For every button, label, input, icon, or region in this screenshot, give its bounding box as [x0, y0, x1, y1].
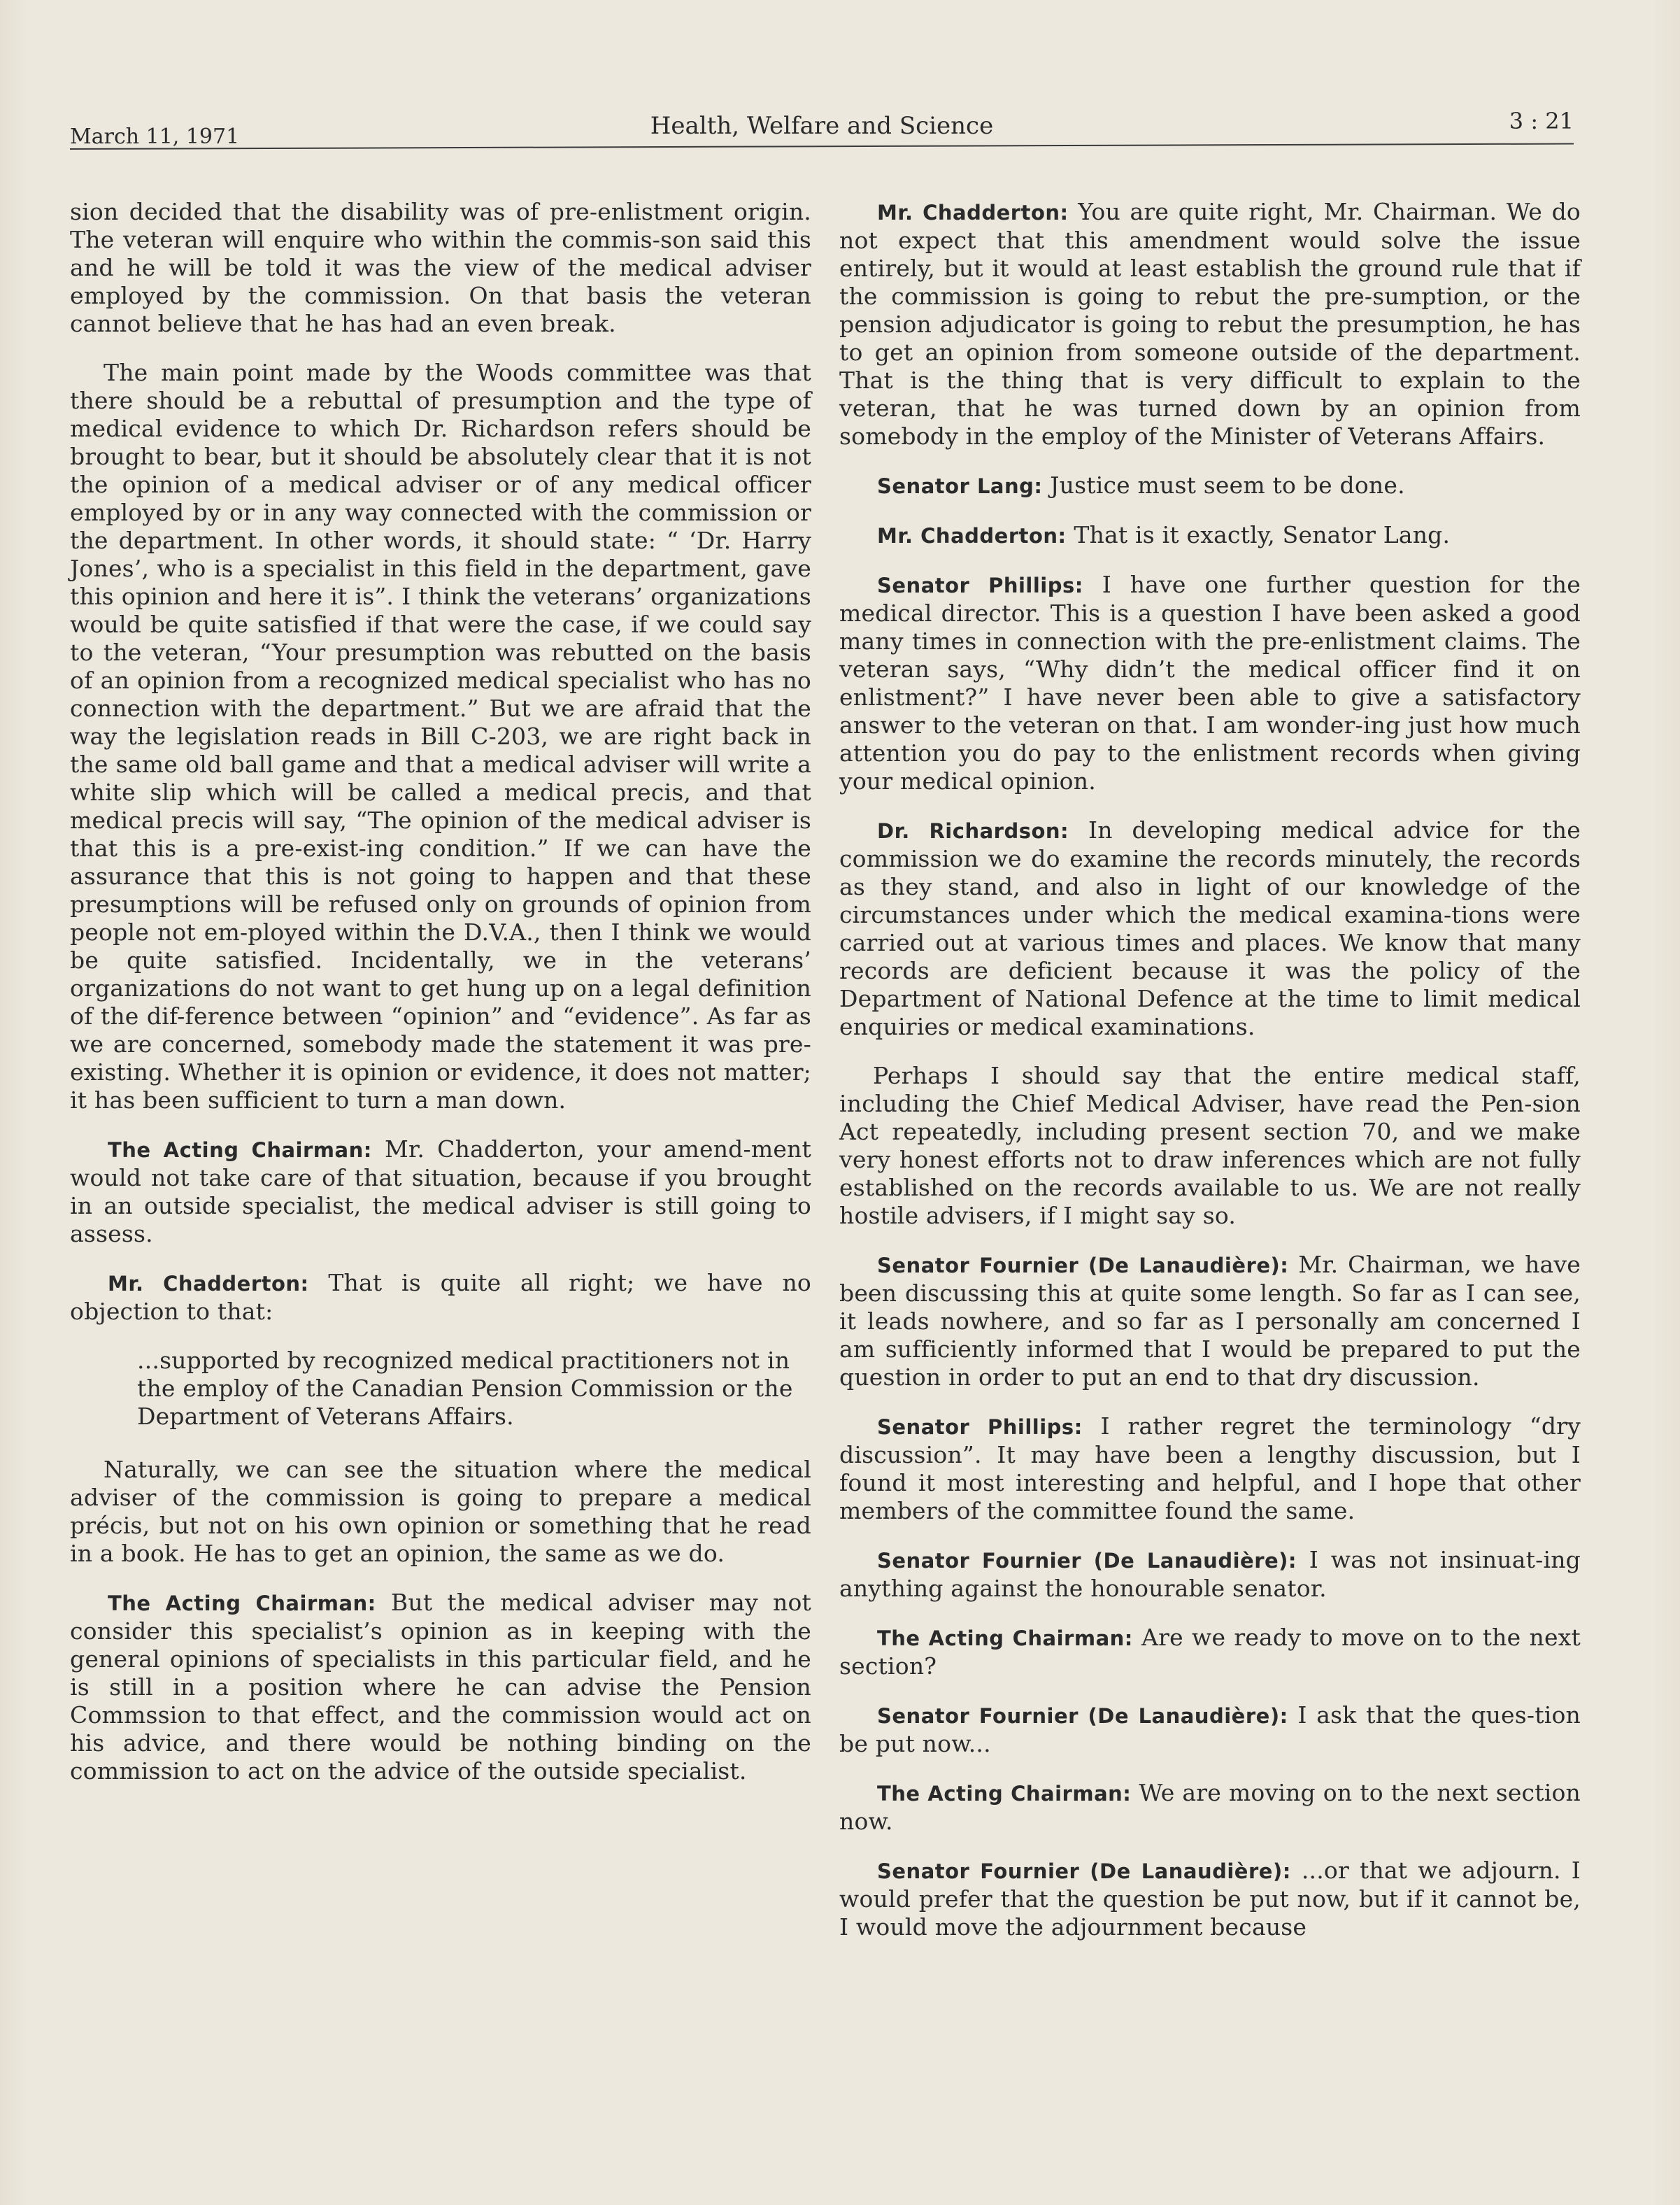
speech	[70, 1135, 811, 1248]
speech-text: I ask that the ques-tion be put now...	[839, 1701, 1581, 1757]
speech-text: You are quite right, Mr. Chairman. We do not expect that this amendment would solve the issue entirely, but it would at least establish the ground rule that if the commission is going to rebut the pre-sumption, or the pension adjudicator is going to rebut the presumption, he has to get an opinion from someone outside of the department. That is the thing that is very difficult to explain to the veteran, that he was turned down by an opinion from somebody in the employ of the Minister of Veterans Affairs.	[839, 198, 1581, 450]
paragraph: Perhaps I should say that the entire medical staff, including the Chief Medical Adviser, have read the Pen-sion Act repeatedly, including present section 70, and we make very honest efforts not to draw inferences which are not fully established on the records available to us. We are not really hostile advisers, if I might say so.	[839, 1062, 1581, 1229]
speaker-name: Dr. Richardson:	[877, 819, 1069, 843]
speaker-name: Mr. Chadderton:	[108, 1272, 309, 1296]
speech	[839, 1701, 1581, 1758]
speaker-name: Senator Phillips:	[877, 1415, 1083, 1439]
speaker-name: Senator Fournier (De Lanaudière):	[877, 1859, 1291, 1883]
speaker-name: The Acting Chairman:	[108, 1591, 376, 1615]
speech-text: In developing medical advice for the commission we do examine the records minutely, the records as they stand, and also in light of our knowledge of the circumstances under which the medical examina-tions were carried out at various times and places. We know that many records are deficient because it was the policy of the Department of National Defence at the time to limit medical enquiries or medical examinations.	[839, 816, 1581, 1040]
speech	[839, 472, 1581, 500]
header-title: Health, Welfare and Science	[650, 112, 994, 140]
speech	[839, 521, 1581, 550]
header-date: March 11, 1971	[70, 125, 240, 149]
speech-text: Mr. Chadderton, your amend-ment would not take care of that situation, because if you brought in an outside specialist, the medical adviser is still going to assess.	[70, 1135, 811, 1247]
left-column	[70, 198, 811, 1806]
block-quote: ...supported by recognized medical practitioners not in the employ of the Canadian Pension Commission or the Department of Veterans Affairs.	[137, 1347, 793, 1430]
speaker-name: Mr. Chadderton:	[877, 201, 1069, 225]
header-page-number: 3 : 21	[1509, 108, 1574, 134]
speech	[839, 816, 1581, 1041]
speaker-name: Mr. Chadderton:	[877, 524, 1067, 548]
speaker-name: The Acting Chairman:	[108, 1138, 372, 1162]
speaker-name: Senator Fournier (De Lanaudière):	[877, 1549, 1297, 1573]
paragraph: sion decided that the disability was of pre-enlistment origin. The veteran will enquire who within the commis-son said this and he will be told it was the view of the medical adviser employed by the commission. On that basis the veteran cannot believe that he has had an even break.	[70, 198, 811, 337]
speech-text: ...or that we adjourn. I would prefer that the question be put now, but if it cannot be, I would move the adjournment because	[839, 1857, 1581, 1941]
speech	[839, 198, 1581, 451]
speech-text: But the medical adviser may not consider this specialist’s opinion as in keeping with the general opinions of specialists in this particular field, and he is still in a position where he can advise the Pension Commssion to that effect, and the commission would act on his advice, and there would be nothing binding on the commission to act on the advice of the outside specialist.	[70, 1589, 811, 1785]
speech-text: I was not insinuat-ing anything against the honourable senator.	[839, 1546, 1581, 1602]
speech	[839, 1546, 1581, 1603]
right-column	[839, 198, 1581, 1962]
paragraph: The main point made by the Woods committee was that there should be a rebuttal of presumption and the type of medical evidence to which Dr. Richardson refers should be brought to bear, but it should be absolutely clear that it is not the opinion of a medical adviser or of any medical officer employed by or in any way connected with the commission or the department. In other words, it should state: “ ‘Dr. Harry Jones’, who is a specialist in this field in the department, gave this opinion and here it is”. I think the veterans’ organizations would be quite satisfied if that were the case, if we could say to the veteran, “Your presumption was rebutted on the basis of an opinion from a recognized medical specialist who has no connection with the department.” But we are afraid that the way the legislation reads in Bill C-203, we are right back in the same old ball game and that a medical adviser will write a white slip which will be called a medical precis, and that medical precis will say, “The opinion of the medical adviser is that this is a pre-exist-ing condition.” If we can have the assurance that this is not going to happen and that these presumptions will be refused only on grounds of opinion from people not em-ployed within the D.V.A., then I think we would be quite satisfied. Incidentally, we in the veterans’ organizations do not want to get hung up on a legal definition of the dif-ference between “opinion” and “evidence”. As far as we are concerned, somebody made the statement it was pre-existing. Whether it is opinion or evidence, it does not matter; it has been sufficient to turn a man down.	[70, 359, 811, 1114]
speaker-name: Senator Fournier (De Lanaudière):	[877, 1704, 1288, 1728]
speaker-name: The Acting Chairman:	[877, 1782, 1132, 1806]
speech-text: Mr. Chairman, we have been discussing this at quite some length. So far as I can see, it leads nowhere, and so far as I personally am concerned I am sufficiently informed that I would be prepared to put the question in order to put an end to that dry discussion.	[839, 1251, 1581, 1391]
speech	[839, 1624, 1581, 1680]
speaker-name: The Acting Chairman:	[877, 1626, 1133, 1650]
speech	[839, 1779, 1581, 1836]
speech-text: Justice must seem to be done.	[1050, 472, 1405, 499]
speech	[839, 1251, 1581, 1391]
speech-text: Are we ready to move on to the next section?	[839, 1624, 1581, 1680]
speech-text: I rather regret the terminology “dry discussion”. It may have been a lengthy discussion, but I found it most interesting and helpful, and I hope that other members of the committee found the same.	[839, 1412, 1581, 1524]
speech	[70, 1589, 811, 1785]
speech	[70, 1269, 811, 1326]
speaker-name: Senator Fournier (De Lanaudière):	[877, 1254, 1289, 1277]
speaker-name: Senator Phillips:	[877, 574, 1083, 597]
speech-text: I have one further question for the medical director. This is a question I have been asked a good many times in connection with the pre-enlistment claims. The veteran says, “Why didn’t the medical officer find it on enlistment?” I have never been able to give a satisfactory answer to the veteran on that. I am wonder-ing just how much attention you do pay to the enlistment records when giving your medical opinion.	[839, 571, 1581, 795]
speaker-name: Senator Lang:	[877, 474, 1043, 498]
paragraph: Naturally, we can see the situation where the medical adviser of the commission is going to prepare a medical précis, but not on his own opinion or something that he read in a book. He has to get an opinion, the same as we do.	[70, 1456, 811, 1567]
speech	[839, 1412, 1581, 1525]
speech-text: That is quite all right; we have no objection to that:	[70, 1269, 811, 1325]
speech-text: We are moving on to the next section now.	[839, 1779, 1581, 1835]
speech-text: That is it exactly, Senator Lang.	[1074, 521, 1451, 548]
speech	[839, 1857, 1581, 1941]
speech	[839, 571, 1581, 795]
